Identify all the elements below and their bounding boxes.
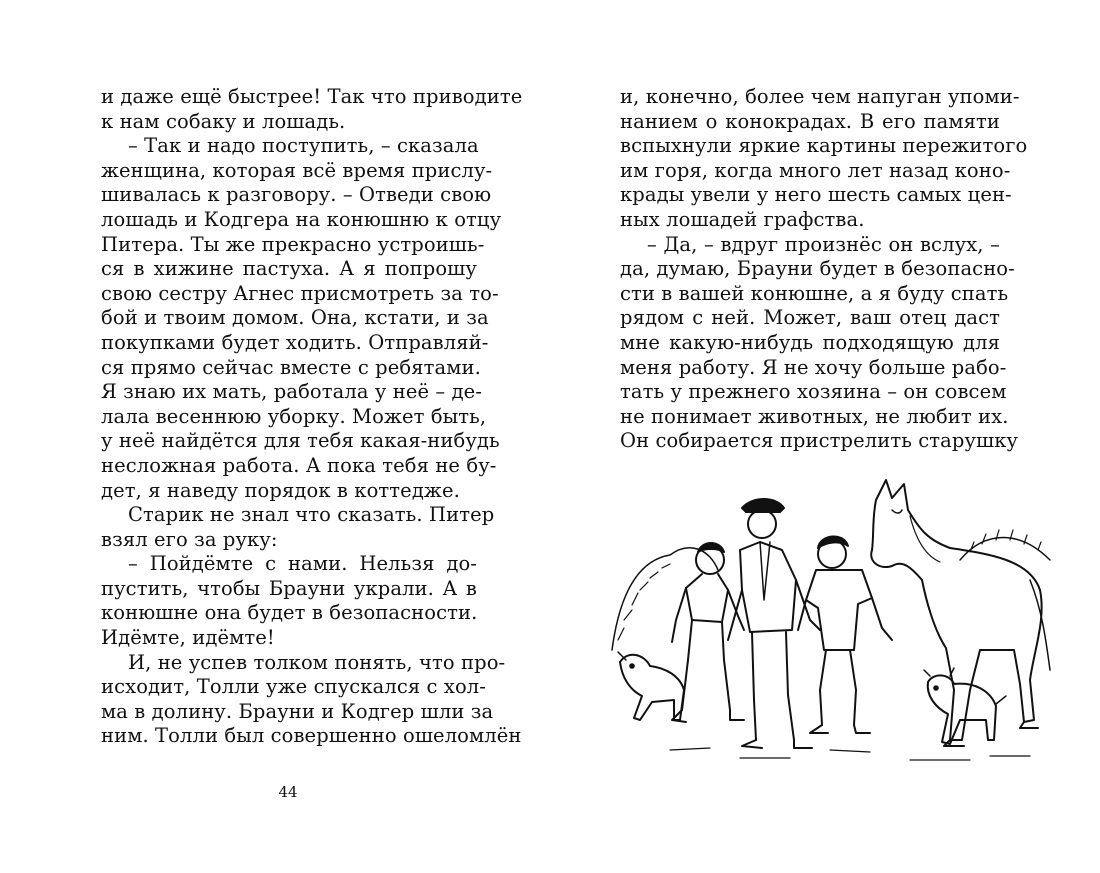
left-page-text-line: И, не успев толком понять, что про-: [128, 650, 506, 674]
left-page-text-line: ся в хижине пастуха. А я попрошу: [101, 257, 477, 281]
left-page-text-line: к нам собаку и лошадь.: [101, 109, 346, 133]
left-page-text-line: – Так и надо поступить, – сказала: [128, 134, 479, 158]
right-page-text-line: Он собирается пристрелить старушку: [620, 429, 1019, 453]
left-page-text-line: у неё найдётся для тебя какая-нибудь: [101, 429, 500, 453]
left-page-text-line: Я знаю их мать, работала у неё – де-: [101, 380, 483, 404]
left-page-text-line: лала весеннюю уборку. Может быть,: [101, 404, 487, 428]
right-page-text-line: и, конечно, более чем напуган упоми-: [620, 85, 1020, 108]
horse-figure: [871, 480, 1050, 746]
left-page-text-line: шивалась к разговору. – Отведи свою: [101, 183, 492, 207]
right-page-text-line: мне какую-нибудь подходящую для: [620, 330, 1000, 354]
left-page-text-line: конюшне она будет в безопасности.: [101, 601, 478, 625]
left-page-text-line: бой и твоим домом. Она, кстати, и за: [101, 306, 489, 330]
page-number: 44: [278, 783, 298, 801]
illustration-children-old-man-horse-dogs: [610, 470, 1055, 775]
right-page: [550, 0, 1100, 873]
left-page-text-line: ма в долину. Брауни и Кодгер шли за: [101, 699, 494, 723]
left-page-text-line: ним. Толли был совершенно ошеломлён: [101, 724, 522, 748]
right-page-text-line: тать у прежнего хозяина – он совсем: [620, 380, 1007, 404]
right-page-text-line: – Да, – вдруг произнёс он вслух, –: [647, 232, 1000, 256]
right-page-text: [620, 85, 1028, 454]
right-page-text-line: меня работу. Я не хочу больше рабо-: [620, 355, 1007, 379]
bush-right: [960, 538, 1050, 561]
right-page-text-line: рядом с ней. Может, ваш отец даст: [620, 306, 1000, 330]
left-page-text-line: исходит, Толли уже спускался с хол-: [101, 675, 486, 699]
left-page-text-line: Идёмте, идёмте!: [101, 626, 275, 650]
right-page-text-line: вспыхнули яркие картины пережитого: [620, 134, 1028, 158]
right-page-text-line: сти в вашей конюшне, а я буду спать: [620, 281, 1009, 305]
right-page-text-line: крады увели у него шесть самых цен-: [620, 183, 1012, 207]
right-page-text-line: не понимает животных, не любит их.: [620, 404, 1009, 428]
right-page-text-line: ных лошадей графства.: [620, 207, 865, 231]
left-page-text-line: Старик не знал что сказать. Питер: [128, 503, 495, 527]
left-page-text-line: Питера. Ты же прекрасно устроишь-: [101, 232, 485, 256]
left-page-text-line: дет, я наведу порядок в коттедже.: [101, 478, 460, 502]
bush-left: [612, 548, 718, 650]
left-page-text-line: – Пойдёмте с нами. Нельзя до-: [128, 552, 477, 576]
right-page-text-line: да, думаю, Брауни будет в безопасно-: [620, 257, 1015, 281]
left-page-text-line: покупками будет ходить. Отправляй-: [101, 330, 489, 354]
left-page-text-line: взял его за руку:: [101, 527, 278, 551]
left-page-text: [101, 85, 523, 749]
dog-right-figure: [924, 668, 1006, 744]
left-page-text-line: свою сестру Агнес присмотреть за то-: [101, 281, 499, 305]
left-page-text-line: и даже ещё быстрее! Так что приводите: [101, 85, 523, 108]
right-page-text-line: им горя, когда много лет назад коно-: [620, 158, 1011, 182]
left-page-text-line: женщина, которая всё время прислу-: [101, 158, 493, 182]
left-page-text-line: ся прямо сейчас вместе с ребятами.: [101, 355, 481, 379]
left-page-text-line: пустить, чтобы Брауни украли. А в: [101, 576, 477, 600]
right-page-text-line: нанием о конокрадах. В его памяти: [620, 109, 1000, 133]
dog-left-figure: [618, 652, 684, 720]
left-page-text-line: лошадь и Кодгера на конюшню к отцу: [101, 207, 502, 231]
left-page-text-line: несложная работа. А пока тебя не бу-: [101, 453, 497, 477]
